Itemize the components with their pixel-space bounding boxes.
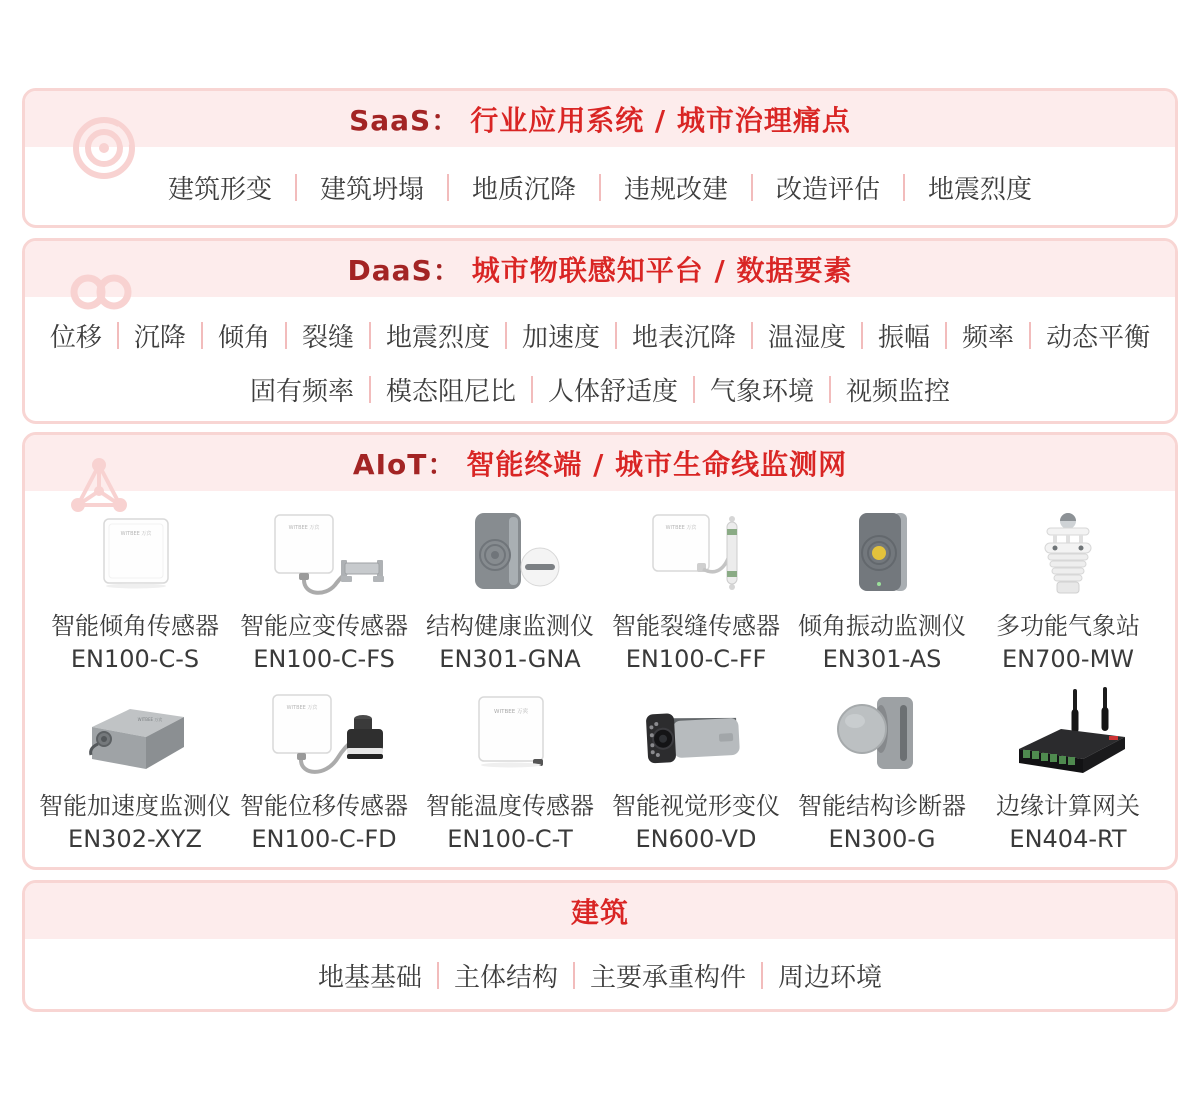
structure-diagnoser-image [817,687,947,787]
daas-tag-list-row2 [25,371,1175,408]
product-name: 智能温度传感器 [426,792,594,820]
list-item: 气象环境 [710,377,815,408]
tilt-vibration-monitor-image [817,507,947,607]
product-model: EN302-XYZ [68,825,202,853]
product-model: EN100-C-FF [625,645,767,673]
daas-title: 城市物联感知平台 / 数据要素 [471,254,853,287]
product-name: 边缘计算网关 [996,792,1140,820]
product-model: EN100-C-T [447,825,573,853]
product-name: 智能位移传感器 [240,792,408,820]
product-name: 智能视觉形变仪 [612,792,780,820]
product-model: EN700-MW [1001,645,1135,673]
building-card [22,880,1178,1012]
temperature-sensor-image [445,687,575,787]
product-grid [25,491,1175,855]
product-cell [417,685,603,855]
aiot-title: 智能终端 / 城市生命线监测网 [466,448,848,481]
svg-text:WITBEE 万宾: WITBEE 万宾 [137,717,163,722]
list-item: 人体舒适度 [547,377,678,408]
product-name: 智能应变传感器 [240,612,408,640]
building-title: 建筑 [570,896,629,929]
list-item: 主体结构 [453,963,558,993]
saas-tag-list [145,169,1055,206]
svg-text:WITBEE 万宾: WITBEE 万宾 [288,525,320,531]
list-item: 建筑形变 [167,175,272,205]
displacement-sensor-image [259,687,389,787]
product-model: EN100-C-FS [253,645,395,673]
list-item: 视频监控 [846,377,951,408]
product-cell [39,505,231,675]
list-item: 倾角 [217,322,270,353]
product-model: EN301-GNA [439,645,581,673]
saas-card-body [25,147,1175,228]
strain-sensor-image [259,507,389,607]
svg-text:WITBEE 万宾: WITBEE 万宾 [286,705,318,711]
product-cell [975,685,1161,855]
product-cell [789,685,975,855]
product-name: 智能结构诊断器 [798,792,966,820]
daas-card [22,238,1178,424]
product-cell [603,685,789,855]
svg-text:WITBEE 万宾: WITBEE 万宾 [120,531,152,537]
saas-card [22,88,1178,228]
saas-card-header [25,91,1175,147]
daas-card-body [25,297,1175,424]
list-item: 固有频率 [249,377,354,408]
list-item: 加速度 [521,322,600,353]
product-cell [231,505,417,675]
product-name: 结构健康监测仪 [426,612,594,640]
list-item: 地质沉降 [471,175,576,205]
product-cell [417,505,603,675]
svg-text:WITBEE 万宾: WITBEE 万宾 [665,525,697,531]
list-item: 建筑坍塌 [319,175,424,205]
product-model: EN100-C-S [70,645,200,673]
list-item: 改造评估 [776,175,881,205]
list-item: 温湿度 [768,322,847,353]
list-item: 地基基础 [317,963,422,993]
daas-title-prefix: DaaS： [347,254,462,287]
daas-card-header [25,241,1175,297]
product-name: 多功能气象站 [996,612,1140,640]
list-item: 周边环境 [778,963,883,993]
edge-gateway-image [1003,687,1133,787]
list-item: 频率 [962,322,1015,353]
list-item: 位移 [49,322,102,353]
product-cell [975,505,1161,675]
building-card-body [25,939,1175,1012]
list-item: 地震烈度 [385,322,490,353]
product-cell [39,685,231,855]
aiot-card [22,432,1178,870]
list-item: 裂缝 [301,322,354,353]
product-name: 智能加速度监测仪 [39,792,231,820]
product-model: EN404-RT [1009,825,1127,853]
list-item: 动态平衡 [1046,322,1151,353]
aiot-title-prefix: AIoT： [352,448,457,481]
svg-text:WITBEE 万宾: WITBEE 万宾 [494,709,528,715]
product-cell [603,505,789,675]
list-item: 振幅 [878,322,931,353]
building-card-header [25,883,1175,939]
product-model: EN600-VD [635,825,757,853]
product-model: EN100-C-FD [251,825,397,853]
list-item: 沉降 [133,322,186,353]
list-item: 地表沉降 [632,322,737,353]
product-cell [789,505,975,675]
list-item: 地震烈度 [928,175,1033,205]
list-item: 主要承重构件 [590,963,747,993]
crack-sensor-image [631,507,761,607]
saas-title: 行业应用系统 / 城市治理痛点 [470,104,851,137]
product-name: 智能裂缝传感器 [612,612,780,640]
list-item: 违规改建 [624,175,729,205]
tilt-sensor-image [70,507,200,607]
product-model: EN301-AS [822,645,942,673]
vision-camera-image [631,687,761,787]
building-tag-list [303,957,897,994]
structural-health-monitor-image [445,507,575,607]
product-name: 倾角振动监测仪 [798,612,966,640]
product-cell [231,685,417,855]
accelerometer-image [70,687,200,787]
product-name: 智能倾角传感器 [51,612,219,640]
list-item: 模态阻尼比 [385,377,516,408]
product-model: EN300-G [828,825,936,853]
weather-station-image [1003,507,1133,607]
aiot-card-header [25,435,1175,491]
saas-title-prefix: SaaS： [349,104,461,137]
daas-tag-list-row1 [25,317,1175,354]
